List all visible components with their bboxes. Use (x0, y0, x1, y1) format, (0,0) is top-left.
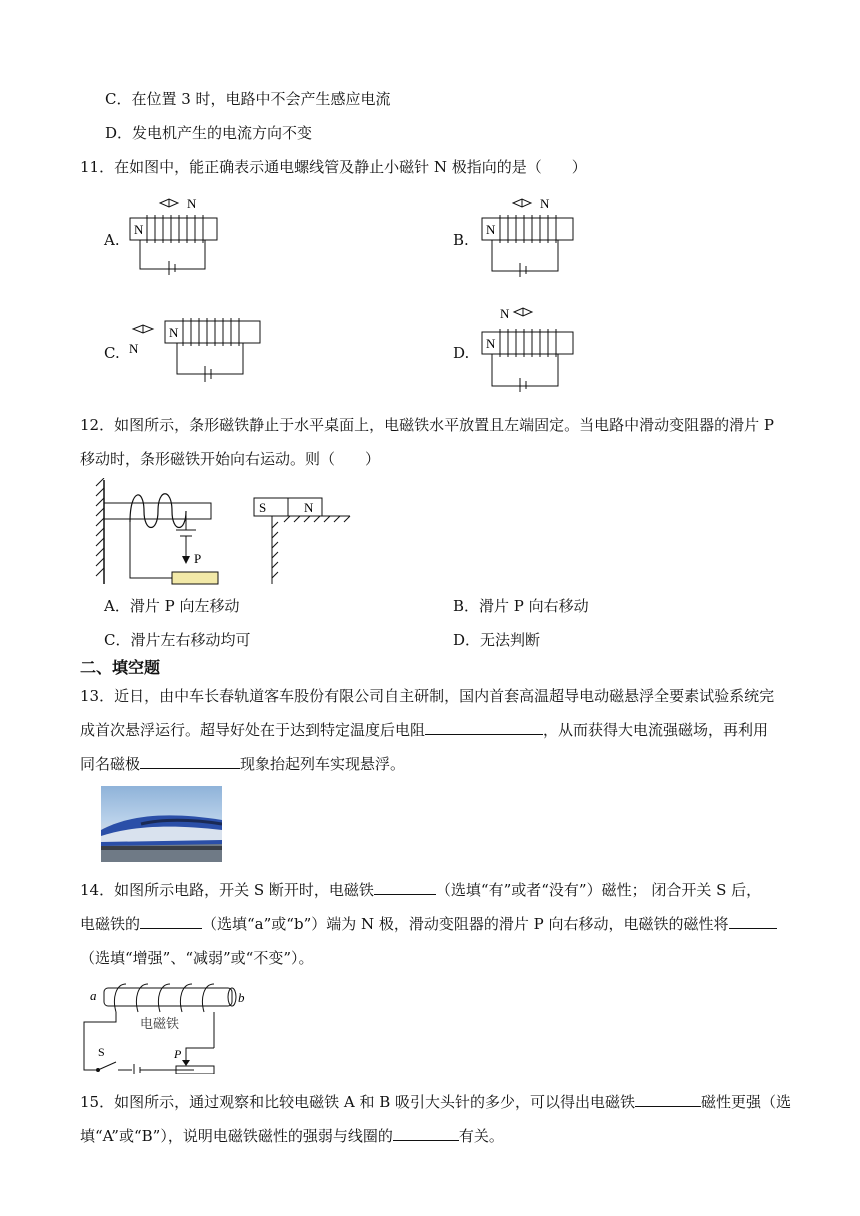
q15-blank-1[interactable] (635, 1092, 701, 1107)
svg-text:电磁铁: 电磁铁 (140, 1016, 180, 1031)
svg-text:a: a (90, 988, 97, 1003)
q12-option-d: D．无法判断 (453, 631, 541, 649)
q14-line1: 14．如图所示电路，开关 S 断开时，电磁铁 （选填“有”或者“没有”）磁性； 闭合开关 S 后， (80, 881, 762, 899)
q11-label-d: D. (453, 344, 470, 362)
q13-blank-2[interactable] (140, 754, 240, 769)
svg-text:N: N (169, 325, 179, 340)
svg-text:S: S (259, 500, 267, 515)
q15-blank-2[interactable] (393, 1126, 459, 1141)
q12-option-b: B．滑片 P 向右移动 (453, 597, 589, 615)
q11-label-b: B. (453, 231, 469, 249)
q13-line1: 13．近日，由中车长春轨道客车股份有限公司自主研制，国内首套高温超导电动磁悬浮全要素试验系统完 (80, 687, 775, 705)
svg-text:N: N (129, 341, 139, 356)
svg-text:P: P (194, 551, 202, 566)
q12-stem-line2: 移动时，条形磁铁开始向右运动。则（ ） (80, 450, 381, 468)
svg-text:N: N (486, 222, 496, 237)
q10-option-d: D．发电机产生的电流方向不变 (105, 124, 313, 142)
svg-text:N: N (134, 222, 144, 237)
q11-label-c: C. (104, 344, 120, 362)
q11-figure-c (125, 313, 265, 389)
q11-figure-a (125, 193, 225, 277)
q13-line3: 同名磁极 现象抬起列车实现悬浮。 (80, 755, 406, 773)
section-title: 二、填空题 (80, 658, 161, 677)
svg-text:N: N (304, 500, 314, 515)
q13-blank-1[interactable] (425, 720, 543, 735)
q14-figure (82, 978, 262, 1074)
q14-blank-2[interactable] (140, 914, 202, 929)
q11-figure-d (478, 302, 578, 394)
svg-text:N: N (500, 306, 510, 321)
q14-line3: （选填“增强”、“减弱”或“不变”）。 (80, 949, 314, 967)
q12-option-a: A．滑片 P 向左移动 (104, 597, 240, 615)
svg-text:N: N (187, 196, 197, 211)
q14-blank-1[interactable] (374, 880, 436, 895)
svg-text:P: P (174, 1047, 182, 1061)
q10-option-c: C．在位置 3 时，电路中不会产生感应电流 (105, 90, 391, 108)
svg-text:b: b (238, 990, 245, 1005)
q12-option-c: C．滑片左右移动均可 (104, 631, 251, 649)
svg-text:N: N (540, 196, 550, 211)
svg-text:S: S (98, 1045, 105, 1059)
maglev-train-photo (101, 786, 222, 862)
q11-label-a: A. (104, 231, 120, 249)
q14-blank-3[interactable] (729, 914, 777, 929)
q15-line2: 填“A”或“B”），说明电磁铁磁性的强弱与线圈的 有关。 (80, 1127, 504, 1145)
q13-line2: 成首次悬浮运行。超导好处在于达到特定温度后电阻 ，从而获得大电流强磁场，再利用 (80, 721, 769, 739)
svg-text:N: N (486, 336, 496, 351)
q12-figure (94, 478, 356, 588)
q14-line2: 电磁铁的 （选填“a”或“b”）端为 N 极，滑动变阻器的滑片 P 向右移动，电磁铁的磁性将 (80, 914, 777, 934)
q11-figure-b (478, 193, 578, 277)
q11-stem: 11．在如图中，能正确表示通电螺线管及静止小磁针 N 极指向的是（ ） (80, 158, 587, 176)
q12-stem-line1: 12．如图所示，条形磁铁静止于水平桌面上，电磁铁水平放置且左端固定。当电路中滑动变阻器的滑片 P (80, 416, 774, 434)
q15-line1: 15．如图所示，通过观察和比较电磁铁 A 和 B 吸引大头针的多少，可以得出电磁铁 磁性更强（选 (80, 1093, 792, 1111)
